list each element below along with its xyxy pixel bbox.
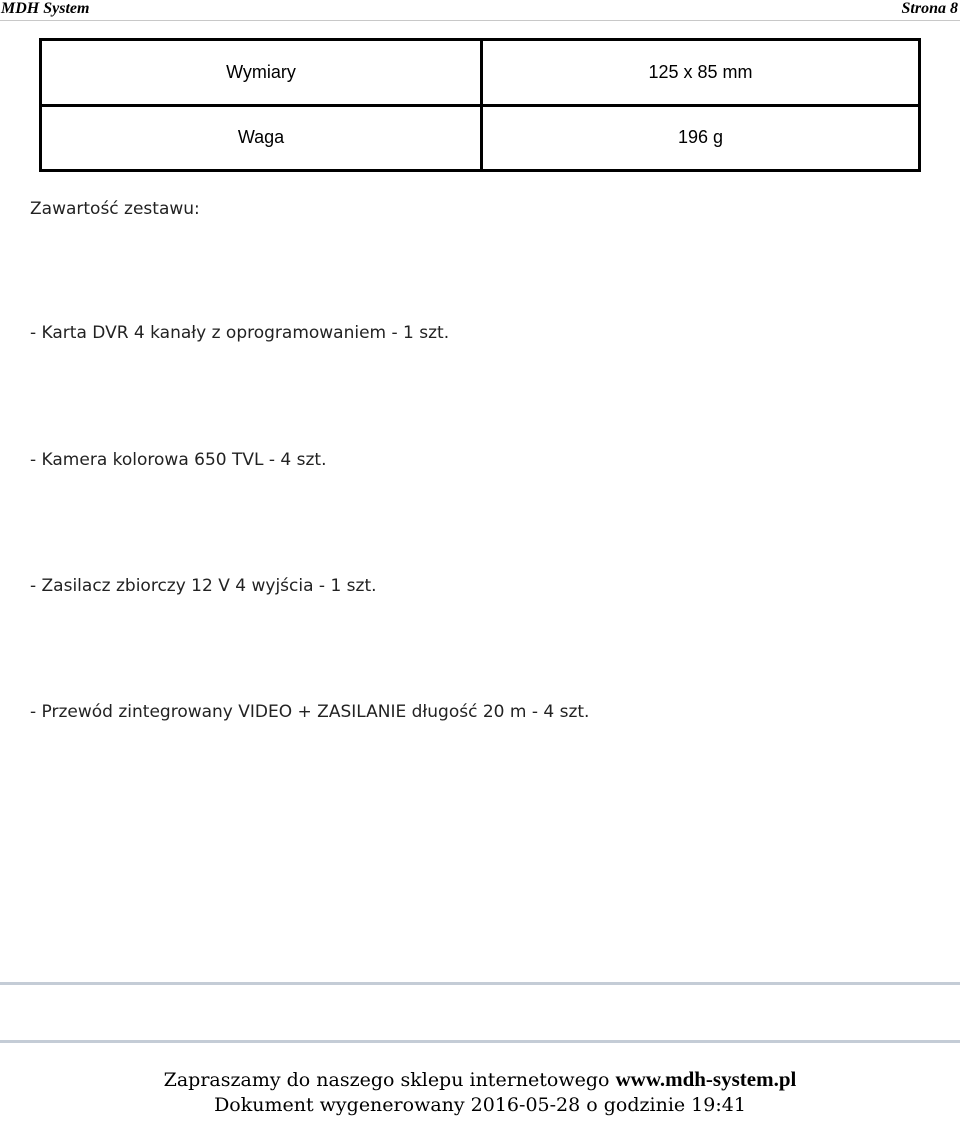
table-row xyxy=(41,105,920,171)
footer-website-link[interactable]: www.mdh-system.pl xyxy=(615,1067,797,1091)
footer-divider xyxy=(0,1040,960,1043)
spec-label: Waga xyxy=(41,105,482,171)
spec-value: 125 x 85 mm xyxy=(482,40,920,106)
page-header xyxy=(0,0,960,21)
list-item: - Karta DVR 4 kanały z oprogramowaniem - 1 szt. xyxy=(30,323,450,343)
footer-divider xyxy=(0,982,960,985)
list-item: - Kamera kolorowa 650 TVL - 4 szt. xyxy=(30,450,327,470)
list-item: - Przewód zintegrowany VIDEO + ZASILANIE długość 20 m - 4 szt. xyxy=(30,702,590,722)
contents-title: Zawartość zestawu: xyxy=(30,199,200,219)
spec-label: Wymiary xyxy=(41,40,482,106)
header-company-name: MDH System xyxy=(1,0,90,17)
header-page-number: Strona 8 xyxy=(901,0,958,17)
footer-generated: Dokument wygenerowany 2016-05-28 o godzinie 19:41 xyxy=(214,1094,746,1116)
table-row xyxy=(41,40,920,106)
spec-value: 196 g xyxy=(482,105,920,171)
specs-table xyxy=(39,38,921,172)
footer-invite xyxy=(0,1067,960,1092)
footer-invite-text: Zapraszamy do naszego sklepu internetowego xyxy=(163,1069,610,1091)
list-item: - Zasilacz zbiorczy 12 V 4 wyjścia - 1 szt. xyxy=(30,576,377,596)
